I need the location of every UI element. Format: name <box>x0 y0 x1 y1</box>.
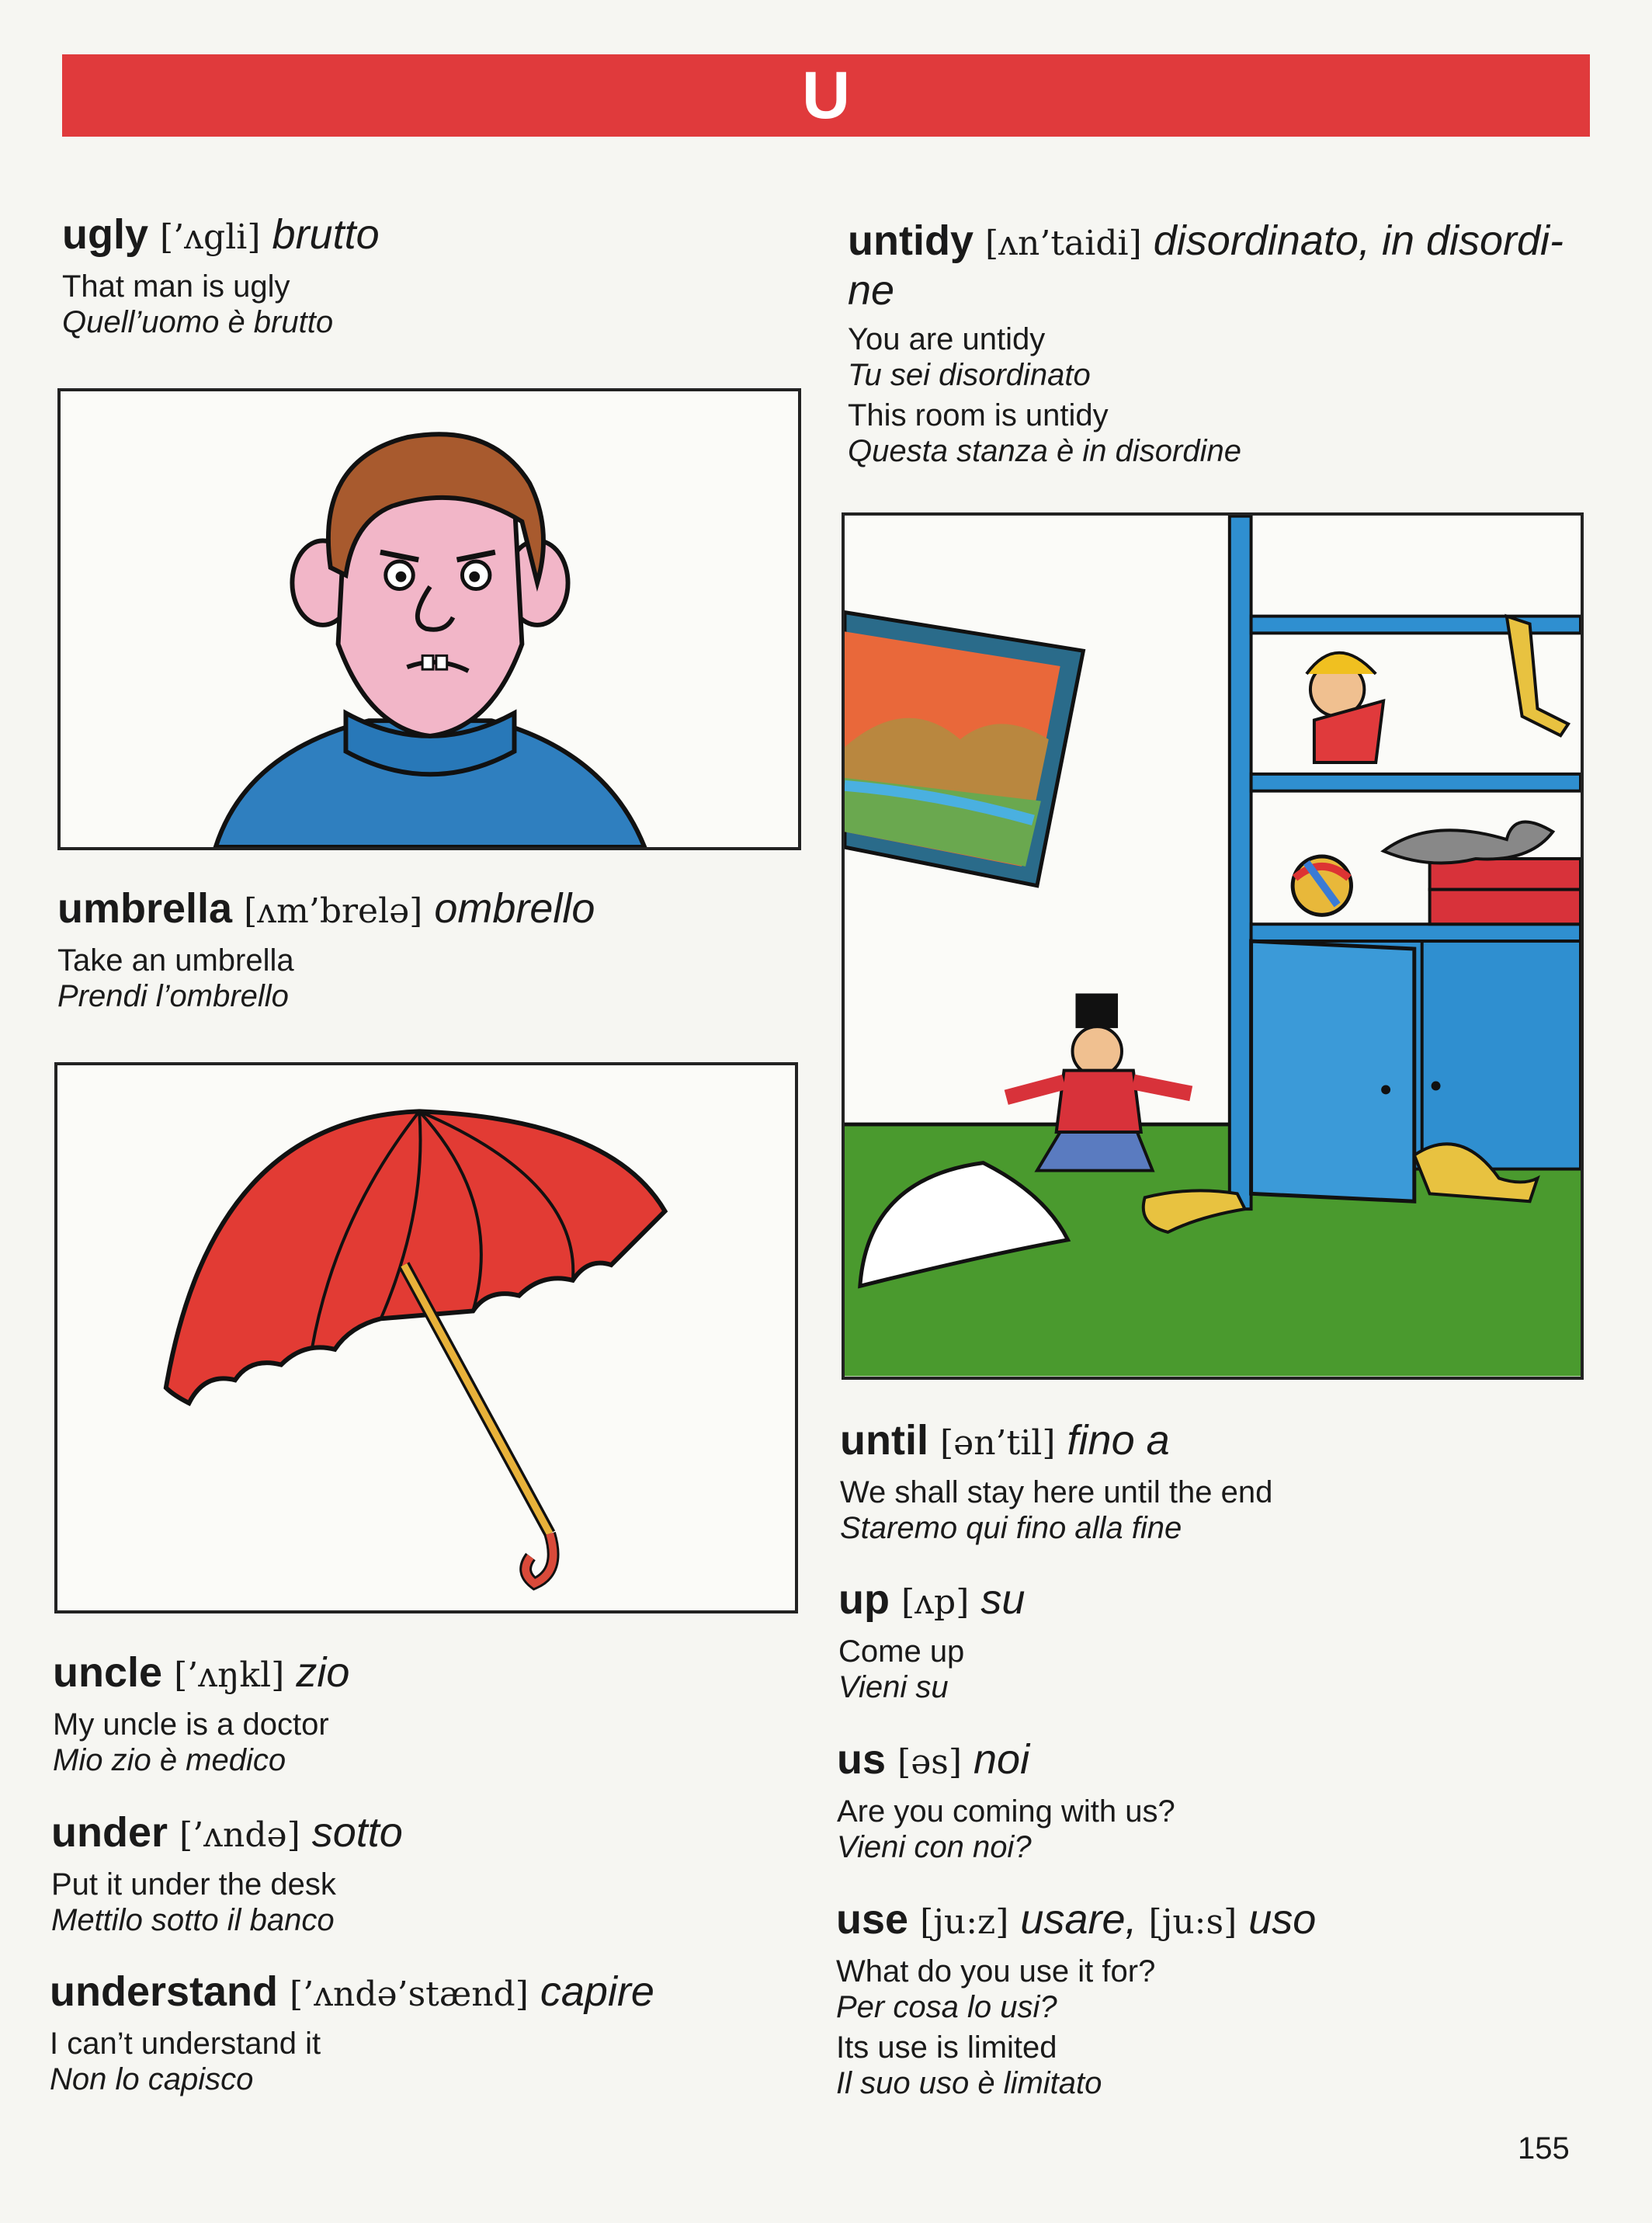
headword-line <box>62 211 380 261</box>
example-it: Il suo uso è limitato <box>836 2066 1102 2100</box>
example-it: Mio zio è medico <box>53 1743 286 1777</box>
headword: under <box>51 1809 168 1856</box>
headword-line <box>840 1417 1272 1467</box>
ugly-man-drawing <box>61 391 798 847</box>
example-it: Quell’uomo è brutto <box>62 305 334 339</box>
pronunciation: [ʌm’brelə] <box>244 891 423 931</box>
example-it: Questa stanza è in disordine <box>848 434 1241 468</box>
ugly-man-illustration <box>57 388 801 850</box>
page-number: 155 <box>1518 2131 1570 2166</box>
headword-line <box>53 1649 349 1699</box>
pronunciation: [’ʌndə] <box>179 1815 300 1855</box>
translation: zio <box>296 1649 350 1696</box>
translation: capire <box>540 1968 654 2015</box>
example-en: That man is ugly <box>62 269 290 304</box>
headword: ugly <box>62 211 149 258</box>
entry-use <box>836 1896 1316 2101</box>
headword-line <box>57 885 595 935</box>
example-it: Vieni su <box>838 1670 949 1704</box>
example-it: Non lo capisco <box>50 2062 254 2096</box>
pronunciation: [’ʌŋkl] <box>174 1655 285 1695</box>
translation: disordinato, in disordi- <box>1153 217 1564 264</box>
headword: until <box>840 1417 928 1464</box>
translation: fino a <box>1067 1417 1170 1464</box>
headword-line <box>848 217 1593 267</box>
umbrella-drawing <box>57 1065 795 1610</box>
headword-line <box>838 1576 1025 1626</box>
headword-line <box>51 1809 403 1859</box>
headword-line <box>836 1896 1316 1946</box>
example-en: Put it under the desk <box>51 1867 336 1902</box>
headword: uncle <box>53 1649 163 1696</box>
headword: untidy <box>848 217 974 264</box>
example-it: Per cosa lo usi? <box>836 1990 1057 2024</box>
headword: umbrella <box>57 885 233 932</box>
header-letter: U <box>801 58 851 133</box>
pronunciation: [ju:z] <box>920 1902 1009 1942</box>
translation-noun: uso <box>1248 1896 1317 1943</box>
example-en: What do you use it for? <box>836 1954 1156 1989</box>
entry-untidy <box>848 217 1593 469</box>
letter-header <box>62 54 1590 137</box>
untidy-room-illustration <box>842 512 1584 1380</box>
example-it: Tu sei disordinato <box>848 358 1091 392</box>
headword-line <box>50 1968 654 2018</box>
pronunciation: [’ʌndə’stænd] <box>290 1975 529 2014</box>
headword: use <box>836 1896 909 1943</box>
headword-line <box>837 1736 1175 1786</box>
pronunciation: [ʌp] <box>901 1582 970 1622</box>
example-en: Are you coming with us? <box>837 1794 1175 1829</box>
translation: noi <box>974 1736 1030 1783</box>
pronunciation: [ən’til] <box>939 1423 1056 1463</box>
translation-cont: ne <box>848 267 895 314</box>
entry-us <box>837 1736 1175 1865</box>
headword: us <box>837 1736 887 1783</box>
headword: understand <box>50 1968 279 2015</box>
entry-up <box>838 1576 1025 1705</box>
example-it: Vieni con noi? <box>837 1830 1032 1864</box>
entry-understand <box>50 1968 654 2097</box>
example-en: You are untidy <box>848 322 1046 356</box>
example-en: Come up <box>838 1634 965 1669</box>
pronunciation-noun: [ju:s] <box>1148 1902 1237 1942</box>
translation: usare, <box>1020 1896 1137 1943</box>
translation: brutto <box>272 211 380 258</box>
example-it: Staremo qui fino alla fine <box>840 1511 1182 1545</box>
example-en: I can’t understand it <box>50 2027 321 2061</box>
example-it: Mettilo sotto il banco <box>51 1903 335 1937</box>
translation: ombrello <box>434 885 595 932</box>
headword: up <box>838 1576 890 1623</box>
translation: sotto <box>311 1809 403 1856</box>
example-en: My uncle is a doctor <box>53 1707 329 1742</box>
entry-until <box>840 1417 1272 1546</box>
example-it: Prendi l’ombrello <box>57 979 289 1013</box>
entry-under <box>51 1809 403 1938</box>
pronunciation: [ʌn’taidi] <box>985 224 1142 263</box>
example-en: Its use is limited <box>836 2030 1057 2065</box>
translation: su <box>980 1576 1026 1623</box>
pronunciation: [’ʌgli] <box>160 217 261 257</box>
umbrella-illustration <box>54 1062 798 1613</box>
example-en: We shall stay here until the end <box>840 1475 1273 1509</box>
entry-ugly <box>62 211 380 340</box>
example-en: This room is untidy <box>848 398 1109 432</box>
pronunciation: [əs] <box>897 1742 962 1782</box>
entry-uncle <box>53 1649 349 1778</box>
entry-umbrella <box>57 885 595 1014</box>
untidy-room-drawing <box>845 516 1581 1377</box>
headword-line-cont <box>848 267 1593 314</box>
example-en: Take an umbrella <box>57 943 294 978</box>
